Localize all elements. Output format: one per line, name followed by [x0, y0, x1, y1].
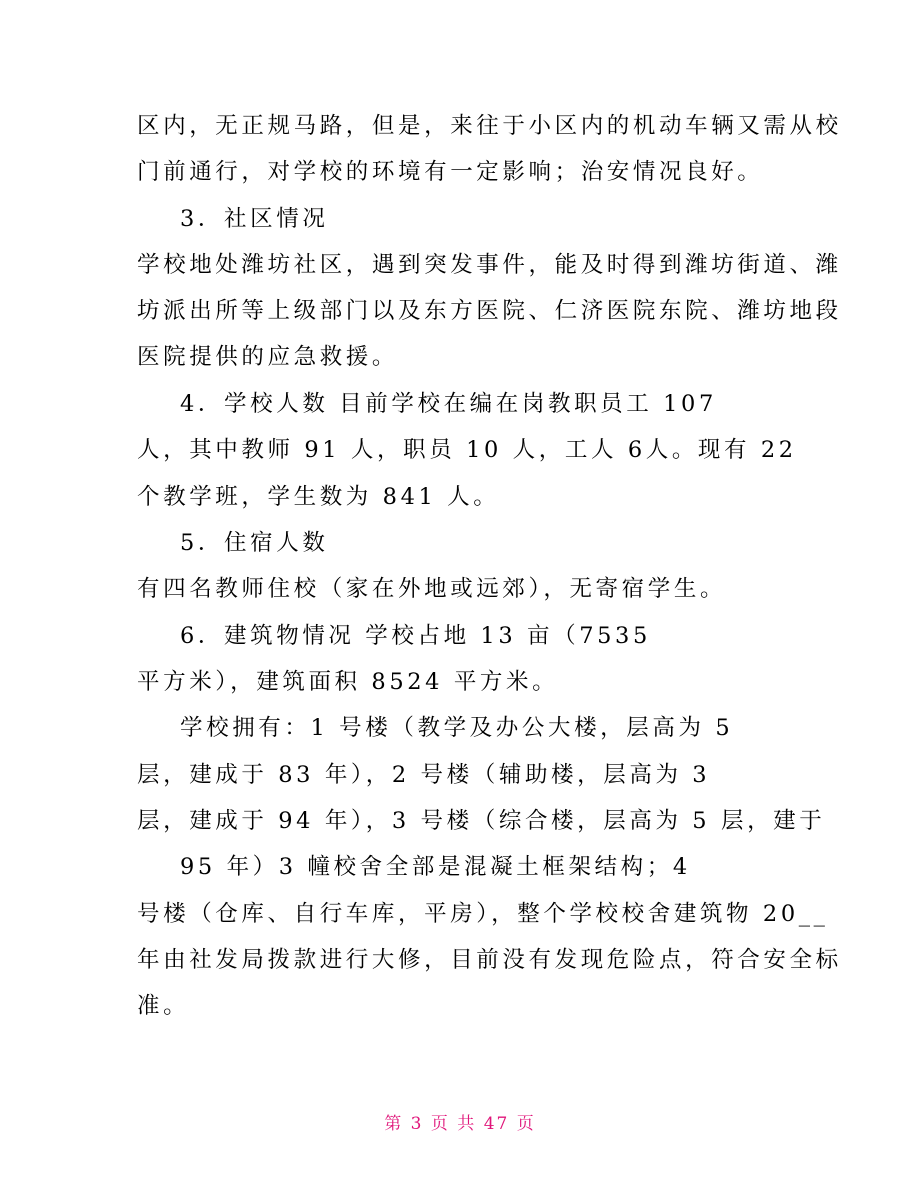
paragraph-line: 层，建成于 94 年），3 号楼（综合楼，层高为 5 层，建于: [137, 808, 826, 834]
section-heading: 4．学校人数 目前学校在编在岗教职员工 107: [180, 391, 717, 417]
paragraph-line: 医院提供的应急救援。: [137, 344, 399, 370]
section-heading: 6．建筑物情况 学校占地 13 亩（7535: [180, 623, 651, 649]
paragraph-line: 个教学班，学生数为 841 人。: [137, 484, 500, 510]
paragraph-line: 区内，无正规马路，但是，来往于小区内的机动车辆又需从校: [137, 113, 842, 139]
paragraph-line: 有四名教师住校（家在外地或远郊），无寄宿学生。: [137, 576, 727, 602]
page-number-footer: 第 3 页 共 47 页: [384, 1114, 536, 1134]
paragraph-line: 学校拥有：1 号楼（教学及办公大楼，层高为 5: [180, 715, 734, 741]
paragraph-line: 门前通行，对学校的环境有一定影响；治安情况良好。: [137, 159, 764, 185]
section-heading: 5．住宿人数: [180, 530, 329, 556]
paragraph-line: 坊派出所等上级部门以及东方医院、仁济医院东院、潍坊地段: [137, 298, 842, 324]
paragraph-line: 学校地处潍坊社区，遇到突发事件，能及时得到潍坊街道、潍: [137, 252, 842, 278]
paragraph-line: 准。: [137, 993, 190, 1019]
paragraph-line: 号楼（仓库、自行车库，平房），整个学校校舍建筑物 20__: [137, 901, 829, 927]
paragraph-line: 人，其中教师 91 人，职员 10 人，工人 6人。现有 22: [137, 437, 797, 463]
paragraph-line: 平方米），建筑面积 8524 平方米。: [137, 669, 559, 695]
paragraph-line: 年由社发局拨款进行大修，目前没有发现危险点，符合安全标: [137, 947, 842, 973]
section-heading: 3．社区情况: [180, 206, 329, 232]
paragraph-line: 层，建成于 83 年），2 号楼（辅助楼，层高为 3: [137, 762, 711, 788]
paragraph-line: 95 年）3 幢校舍全部是混凝土框架结构；4: [180, 854, 691, 880]
